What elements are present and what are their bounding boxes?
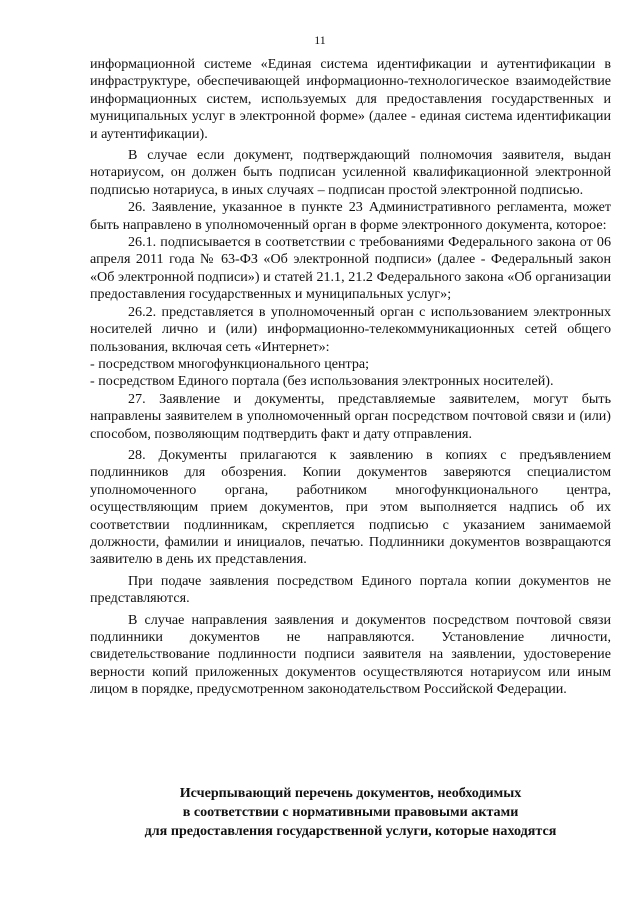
heading-line: для предоставления государственной услуги, которые находятся (144, 823, 557, 839)
paragraph-26-1: 26.1. подписывается в соответствии с требованиями Федерального закона от 06 апреля 2011 года № 63-ФЗ «Об электронной подписи» (далее - Федеральный закон «Об электронной подписи») и статей 21.1, 21.2 Федерального закона «Об организации предоставления государственных и муниципальных услуг»; (90, 234, 611, 303)
paragraph-notary-signature: В случае если документ, подтверждающий полномочия заявителя, выдан нотариусом, он должен быть подписан усиленной квалификационной электронной подписью нотариуса, в иных случаях – подписан простой электронной подписью. (90, 147, 611, 198)
section-heading (90, 784, 611, 841)
list-item-portal: - посредством Единого портала (без использования электронных носителей). (90, 373, 554, 390)
document-body (90, 56, 611, 699)
page-number: 11 (314, 33, 326, 47)
paragraph-28: 28. Документы прилагаются к заявлению в копиях с предъявлением подлинников для обозрения. Копии документов заверяются специалистом уполномоченного органа, работником многофункционального центра, осуществляющим прием документов, при этом выполняется надпись об их соответствии подлинникам, скрепляется подписью с указанием занимаемой должности, фамилии и инициалов, печатью. Подлинники документов возвращаются заявителю в день их представления. (90, 446, 611, 568)
paragraph-26-2: 26.2. представляется в уполномоченный орган с использованием электронных носителей лично и (или) информационно-телекоммуникационных сетей общего пользования, включая сеть «Интернет»: (90, 303, 611, 355)
list-item-mfc: - посредством многофункционального центра; (90, 355, 370, 372)
heading-line: Исчерпывающий перечень документов, необходимых (179, 785, 522, 801)
paragraph-portal-copies: При подаче заявления посредством Единого портала копии документов не представляются. (90, 572, 611, 607)
heading-line: в соответствии с нормативными правовыми актами (182, 804, 519, 820)
paragraph-postal: В случае направления заявления и документов посредством почтовой связи подлинники документов не направляются. Установление личности, свидетельствование подлинности подписи заявителя на заявлении, удостоверение верности копий приложенных документов осуществляются нотариусом или иным лицом в порядке, предусмотренном законодательством Российской Федерации. (90, 611, 611, 698)
paragraph-27: 27. Заявление и документы, представляемые заявителем, могут быть направлены заявителем в уполномоченный орган посредством почтовой связи и (или) способом, позволяющим подтвердить факт и дату отправления. (90, 390, 611, 442)
paragraph-26: 26. Заявление, указанное в пункте 23 Административного регламента, может быть направлено в уполномоченный орган в форме электронного документа, которое: (90, 199, 611, 233)
paragraph-esia-continued: информационной системе «Единая система идентификации и аутентификации в инфраструктуре, обеспечивающей информационно-технологическое взаимодействие информационных систем, используемых для предоставления государственных и муниципальных услуг в электронной форме» (далее - единая система идентификации и аутентификации). (90, 56, 611, 142)
